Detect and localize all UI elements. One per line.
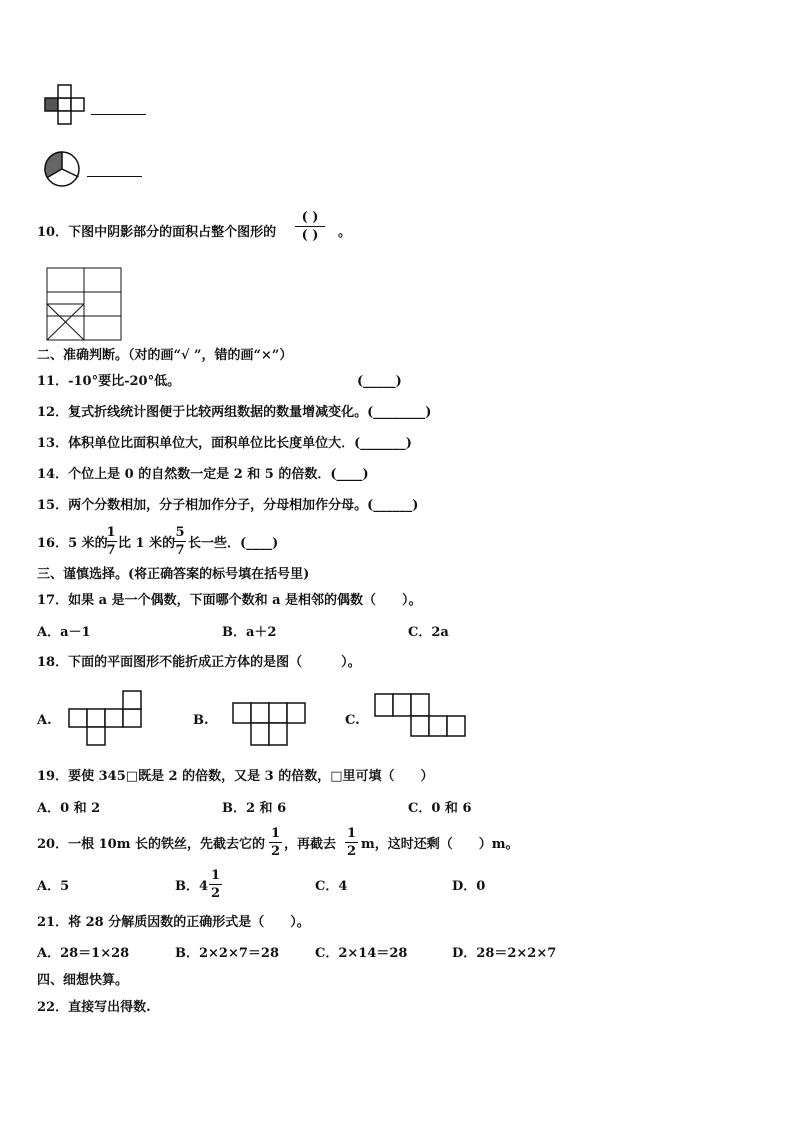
q21-option-d[interactable]: D．28＝2×2×7 [452, 946, 557, 961]
q16-part2: 比 1 米的 [118, 536, 176, 551]
q19-option-b[interactable]: B．2 和 6 [222, 801, 287, 816]
net-answer-line[interactable] [91, 114, 146, 115]
q11-answer[interactable]: (_____) [357, 374, 402, 389]
q21-stem: 21．将 28 分解质因数的正确形式是（ ）。 [37, 915, 310, 930]
q17-option-b[interactable]: B．a＋2 [222, 625, 277, 640]
q16-fraction-2: 5 7 [175, 525, 185, 558]
section3-title: 三、谨慎选择。(将正确答案的标号填在括号里) [37, 567, 310, 582]
q20-part1: 20．一根 10m 长的铁丝，先截去它的 [37, 837, 265, 852]
q18-label-a[interactable]: A. [37, 713, 52, 728]
q20-option-b-fraction: 1 2 [210, 868, 221, 901]
q20-fraction-2: 1 2 [346, 826, 357, 859]
q20-option-a[interactable]: A．5 [37, 879, 70, 894]
q10-end: 。 [338, 225, 352, 240]
q15-text: 15．两个分数相加，分子相加作分子，分母相加作分母。(______) [37, 498, 419, 513]
q16-fraction-1: 1 7 [106, 525, 116, 558]
q18-label-b[interactable]: B. [193, 713, 209, 728]
q12-text: 12．复式折线统计图便于比较两组数据的数量增减变化。(________) [37, 405, 432, 420]
pie-figure [42, 152, 82, 188]
q10-fraction: ( ) ( ) [295, 210, 325, 243]
q21-option-c[interactable]: C．2×14＝28 [315, 946, 408, 961]
q20-option-c[interactable]: C．4 [315, 879, 348, 894]
section4-title: 四、细想快算。 [37, 973, 129, 988]
q19-option-c[interactable]: C．0 和 6 [408, 801, 472, 816]
q21-option-a[interactable]: A．28＝1×28 [37, 946, 130, 961]
q17-stem: 17．如果 a 是一个偶数，下面哪个数和 a 是相邻的偶数（ ）。 [37, 593, 422, 608]
q16-part1: 16．5 米的 [37, 536, 108, 551]
pie-answer-line[interactable] [87, 176, 142, 177]
q21-option-b[interactable]: B．2×2×7＝28 [175, 946, 280, 961]
q20-option-b[interactable]: B．4 [175, 879, 209, 894]
q16-part3: 长一些．(____) [188, 536, 279, 551]
section2-title: 二、准确判断。（对的画“√ ”，错的画“×”） [37, 348, 293, 363]
q18-net-b [233, 703, 305, 747]
q22-text: 22．直接写出得数. [37, 1000, 151, 1015]
q20-option-d[interactable]: D．0 [452, 879, 486, 894]
q20-part3: m，这时还剩（ ）m。 [361, 837, 519, 852]
q18-stem: 18．下面的平面图形不能折成正方体的是图（ ）。 [37, 655, 361, 670]
q14-text: 14．个位上是 0 的自然数一定是 2 和 5 的倍数．(____) [37, 467, 369, 482]
q10-text: 10．下图中阴影部分的面积占整个图形的 [37, 225, 277, 240]
q17-option-c[interactable]: C．2a [408, 625, 449, 640]
q20-part2: ，再截去 [284, 837, 337, 852]
q18-net-a [69, 689, 141, 751]
q19-option-a[interactable]: A．0 和 2 [37, 801, 101, 816]
q18-label-c[interactable]: C. [345, 713, 360, 728]
q19-stem: 19．要使 345□既是 2 的倍数，又是 3 的倍数，□里可填（ ） [37, 769, 434, 784]
cross-net-figure [45, 88, 87, 124]
q11-text: 11．-10°要比-20°低。 [37, 374, 181, 389]
q13-text: 13．体积单位比面积单位大，面积单位比长度单位大．(_______) [37, 436, 412, 451]
q17-option-a[interactable]: A．a－1 [37, 625, 91, 640]
q10-grid-figure [47, 268, 121, 340]
q20-fraction-1: 1 2 [270, 826, 281, 859]
q18-net-c [375, 694, 465, 738]
